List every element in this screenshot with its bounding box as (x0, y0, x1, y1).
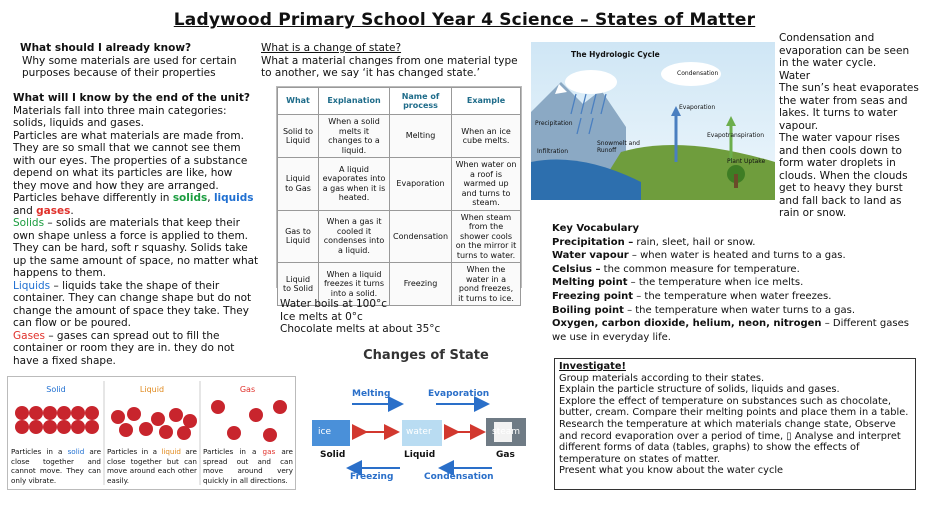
box-water: water (406, 427, 432, 437)
investigate-line: Explain the particle structure of solids, liquids and gases. (559, 384, 840, 396)
solids-paragraph (13, 217, 259, 280)
vocab-item (552, 263, 922, 277)
gases-text: – gases can spread out to fill the container or room they are in. they do not have a fixed shape. (13, 329, 235, 367)
vocab-def: – the temperature when ice melts. (627, 277, 804, 289)
caption-text: Particles in a (11, 447, 68, 456)
particles-liquid-caption (107, 447, 197, 485)
vocab-item (552, 304, 922, 318)
table-cell: When water on a roof is warmed up and turns to steam. (452, 158, 521, 211)
vocab-def: the common measure for temperature. (600, 263, 800, 275)
vocab-term: Freezing point (552, 290, 634, 302)
label-liquid: Liquid (404, 450, 436, 460)
already-know-text: Why some materials are used for certain purposes because of their properties (22, 54, 237, 79)
caption-text: are close together and cannot move. They can only vibrate. (11, 447, 101, 485)
particles-text: Particles are what materials are made from. They are so small that we cannot see them with our eyes. The properties of a substance depend on what its particles are like, how they move and how they are arranged. Particles behave differently in (13, 129, 248, 204)
caption-liquid-word: liquid (161, 447, 181, 456)
table-cell: Condensation (390, 210, 452, 263)
water-cycle-p1: Condensation and evaporation can be seen in the water cycle. (779, 32, 910, 69)
table-cell: When an ice cube melts. (452, 115, 521, 158)
particles-figure (7, 376, 296, 490)
vocab-term: Water vapour (552, 250, 629, 262)
gases-word: gases (36, 204, 71, 217)
solids-text: – solids are materials that keep their own shape unless a force is applied to them. They can be hard, soft r squashy. Solids take up the same amount of space, no matter what happens to them. (13, 217, 259, 279)
water-cycle-p4: The water vapour rises and then cools down to form water droplets in clouds. When the clouds get to heavy they burst and fall back to land as rain or snow. (779, 132, 908, 219)
changes-title: Changes of State (363, 348, 489, 363)
changes-of-state-figure (306, 346, 546, 492)
particles-gas-caption (203, 447, 293, 485)
table-row (278, 158, 521, 211)
vocab-term: Celsius – (552, 263, 601, 275)
chocolate-melts: Chocolate melts at about 35°c (280, 323, 441, 335)
change-of-state-table-frame (276, 86, 522, 303)
vocab-term: Boiling point (552, 304, 624, 316)
hydro-title: The Hydrologic Cycle (571, 50, 660, 59)
table-cell: Solid to Liquid (278, 115, 319, 158)
vocab-item (552, 276, 922, 290)
caption-solid-word: solid (67, 447, 85, 456)
particles-solid-caption (11, 447, 101, 485)
change-of-state-section (261, 42, 521, 80)
gases-label: Gases (13, 329, 45, 342)
and-word: and (13, 204, 33, 217)
change-of-state-text: What a material changes from one material type to another, we say ‘it has changed state.’ (261, 54, 518, 79)
hydro-plant-uptake: Plant Uptake (727, 158, 766, 165)
investigate-box (554, 358, 916, 490)
table-cell: Evaporation (390, 158, 452, 211)
table-cell: Liquid to Gas (278, 158, 319, 211)
hydro-evaporation: Evaporation (679, 104, 716, 111)
table-cell: When a solid melts it changes to a liquid. (319, 115, 390, 158)
particles-paragraph (13, 130, 259, 218)
caption-text: Particles in a (107, 447, 162, 456)
vocab-def: rain, sleet, hail or snow. (633, 236, 756, 248)
table-header: Explanation (319, 88, 390, 115)
table-cell: Melting (390, 115, 452, 158)
comma: , (207, 192, 211, 204)
table-header-row (278, 88, 521, 115)
vocab-def: – the temperature when water turns to a gas. (623, 304, 856, 316)
table-cell: When steam from the shower cools on the mirror it turns to water. (452, 210, 521, 263)
vocab-term: Melting point (552, 277, 628, 289)
will-know-heading: What will I know by the end of the unit? (13, 92, 250, 104)
temperatures (280, 298, 520, 336)
hydro-evapotranspiration: Evapotranspiration (707, 132, 765, 139)
water-cycle-p3: The sun’s heat evaporates the water from seas and lakes. It turns to water vapour. (779, 82, 919, 132)
table-cell: Liquid to Solid (278, 263, 319, 306)
hydro-infiltration: Infiltration (537, 148, 569, 155)
solids-label: Solids (13, 217, 45, 229)
label-melting: Melting (352, 389, 391, 399)
particles-gas-title: Gas (239, 385, 256, 394)
hydro-precipitation: Precipitation (535, 120, 573, 127)
hydro-snowmelt: Snowmelt and Runoff (597, 140, 640, 154)
investigate-line: Group materials according to their states. (559, 372, 765, 384)
table-header: What (278, 88, 319, 115)
dot: . (70, 204, 74, 217)
vocab-item (552, 317, 922, 344)
table-cell: When the water in a pond freezes, it turns to ice. (452, 263, 521, 306)
page-title: Ladywood Primary School Year 4 Science – States of Matter (173, 10, 756, 30)
label-freezing: Freezing (350, 472, 394, 482)
caption-text: are spread out and can move around very quickly in all directions. (203, 447, 293, 485)
table-cell: When a gas it cooled it condenses into a liquid. (319, 210, 390, 263)
vocab-term: Oxygen, carbon dioxide, helium, neon, nitrogen (552, 318, 822, 330)
box-ice: ice (318, 427, 331, 437)
vocab-term: Precipitation – (552, 236, 634, 248)
solids-word: solids (172, 192, 208, 204)
liquids-text: – liquids take the shape of their container. They can change shape but do not change the amount of space they take. They can flow or be poured. (13, 279, 252, 329)
table-row (278, 210, 521, 263)
label-solid: Solid (320, 450, 346, 460)
caption-text: Particles in a (203, 447, 263, 456)
already-know-heading: What should I already know? (20, 42, 192, 54)
will-know-section (13, 92, 259, 367)
change-of-state-table (277, 87, 521, 306)
investigate-heading: Investigate! (559, 361, 626, 372)
vocab-heading: Key Vocabulary (552, 223, 639, 234)
hydrologic-cycle-image (531, 42, 775, 200)
vocab-def: – Different gases we use in everyday life. (552, 318, 909, 343)
particles-solid-title: Solid (46, 385, 66, 394)
ice-melts: Ice melts at 0°c (280, 310, 363, 323)
investigate-line: Present what you know about the water cycle (559, 465, 784, 477)
liquids-word: liquids (213, 192, 254, 204)
table-header: Example (452, 88, 521, 115)
will-know-intro: Materials fall into three main categories: solids, liquids and gases. (13, 104, 227, 129)
table-header: Name of process (390, 88, 452, 115)
box-steam: steam (492, 427, 521, 437)
gases-paragraph (13, 330, 259, 368)
vocab-item (552, 249, 922, 263)
water-boils: Water boils at 100°c (280, 298, 388, 310)
water-cycle-p2: Water (779, 69, 811, 82)
table-cell: Gas to Liquid (278, 210, 319, 263)
liquids-label: Liquids (13, 279, 51, 292)
hydro-condensation: Condensation (677, 70, 719, 77)
particles-liquid-title: Liquid (139, 385, 165, 394)
caption-text: are close together but can move around each other easily. (107, 447, 197, 485)
table-row (278, 115, 521, 158)
investigate-line: Research the temperature at which materials change state, Observe and record evaporation over a period of time, ▯ Analyse and interpret different forms of data (tables, graphs) to show the effects of temperature on states of matter. (559, 418, 901, 465)
water-cycle-text (779, 32, 919, 220)
table-cell: When a liquid freezes it turns into a solid. (319, 263, 390, 306)
label-evaporation: Evaporation (428, 389, 490, 399)
caption-gas-word: gas (262, 447, 276, 456)
change-of-state-heading: What is a change of state? (261, 42, 402, 54)
label-condensation: Condensation (424, 472, 494, 482)
changes-arrows (306, 346, 546, 492)
already-know-section (20, 42, 256, 80)
investigate-line: Explore the effect of temperature on substances such as chocolate, butter, cream. Compare their melting points and place them in a table. (559, 395, 909, 419)
table-cell: A liquid evaporates into a gas when it is heated. (319, 158, 390, 211)
vocab-def: – when water is heated and turns to a gas. (628, 250, 846, 262)
vocab-item (552, 236, 922, 250)
label-gas: Gas (496, 450, 515, 460)
vocab-item (552, 290, 922, 304)
vocab-def: – the temperature when water freezes. (633, 290, 832, 302)
key-vocabulary (552, 222, 922, 344)
liquids-paragraph (13, 280, 259, 330)
table-cell: Freezing (390, 263, 452, 306)
